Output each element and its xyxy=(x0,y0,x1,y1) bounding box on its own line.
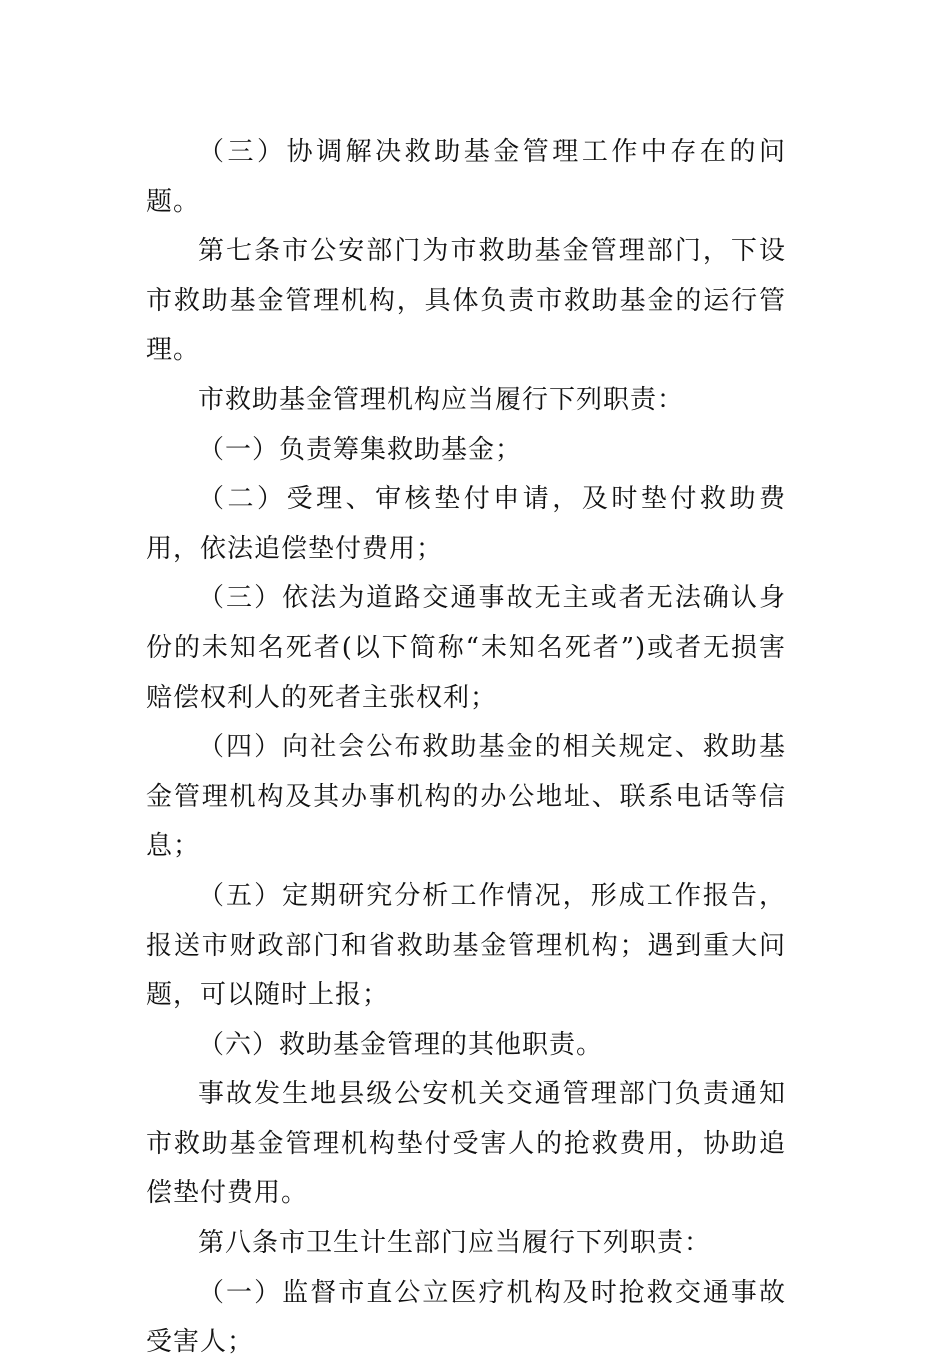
paragraph-2: 第七条市公安部门为市救助基金管理部门，下设市救助基金管理机构，具体负责市救助基金的运行管理。 xyxy=(146,236,786,366)
paragraph-8: （五）定期研究分析工作情况，形成工作报告，报送市财政部门和省救助基金管理机构；遇到重大问题，可以随时上报； xyxy=(146,880,786,1011)
paragraph-4: （一）负责筹集救助基金； xyxy=(198,434,523,465)
paragraph-6: （三）依法为道路交通事故无主或者无法确认身份的未知名死者(以下简称“未知名死者”)或者无损害赔偿权利人的死者主张权利； xyxy=(146,583,786,713)
paragraph-7: （四）向社会公布救助基金的相关规定、救助基金管理机构及其办事机构的办公地址、联系电话等信息； xyxy=(146,732,786,862)
paragraph-1: （三）协调解决救助基金管理工作中存在的问题。 xyxy=(146,137,786,217)
paragraph-10: 事故发生地县级公安机关交通管理部门负责通知市救助基金管理机构垫付受害人的抢救费用，协助追偿垫付费用。 xyxy=(146,1079,786,1209)
paragraph-11: 第八条市卫生计生部门应当履行下列职责： xyxy=(198,1228,712,1259)
paragraph-9: （六）救助基金管理的其他职责。 xyxy=(198,1029,604,1060)
document-body xyxy=(146,128,786,1368)
paragraph-3: 市救助基金管理机构应当履行下列职责： xyxy=(198,384,685,415)
paragraph-5: （二）受理、审核垫付申请，及时垫付救助费用，依法追偿垫付费用； xyxy=(146,484,786,564)
paragraph-12: （一）监督市直公立医疗机构及时抢救交通事故受害人； xyxy=(146,1277,786,1358)
